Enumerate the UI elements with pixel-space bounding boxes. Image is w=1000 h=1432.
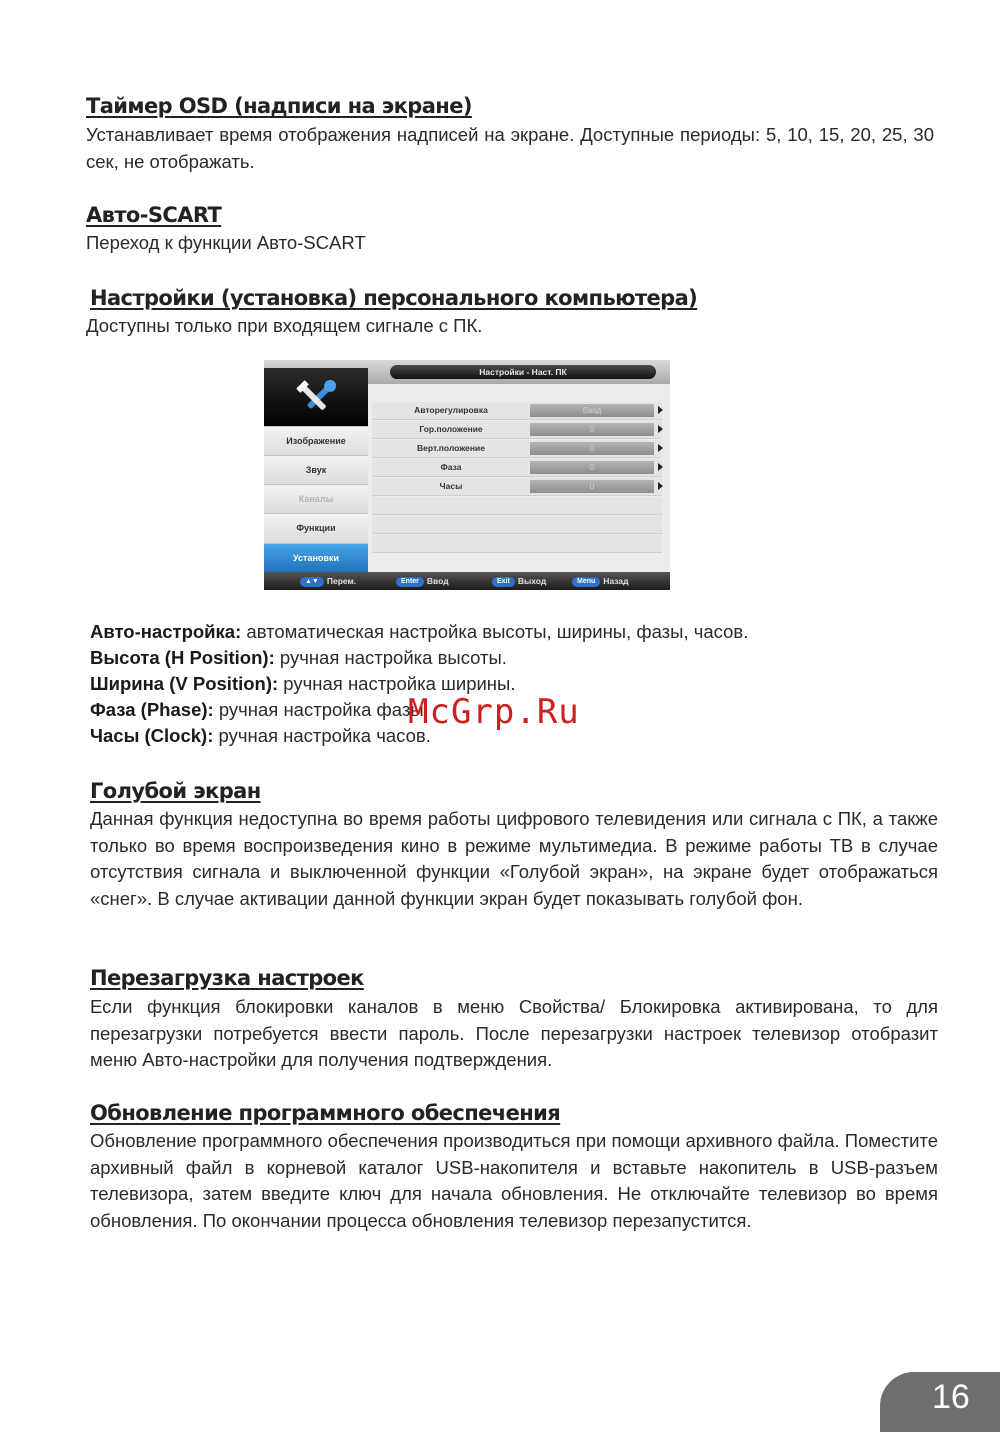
arrow-right-icon [658, 482, 663, 490]
updown-key-icon: ▲▼ [300, 577, 324, 587]
heading-software-update: Обновление программного обеспечения [90, 1101, 561, 1125]
arrow-right-icon [658, 463, 663, 471]
row-value: 0 [530, 461, 654, 474]
row-label: Фаза [440, 462, 462, 472]
arrow-right-icon [658, 406, 663, 414]
row-label: Верт.положение [417, 443, 485, 453]
menu-row-empty [372, 516, 662, 534]
paragraph-software-update: Обновление программного обеспечения производиться при помощи архивного файла. Поместите архивный файл в корневой каталог USB-накопителя и вставьте накопитель в USB-разъем телевизора, затем введите ключ для начала обновления. Не отключайте телевизор во время обновления. По окончании процесса обновления телевизор перезапустится. [90, 1130, 938, 1231]
hint-exit [492, 575, 546, 587]
row-value: 0 [530, 442, 654, 455]
menu-title: Настройки - Наст. ПК [390, 365, 656, 379]
menu-sidebar [264, 368, 368, 572]
heading-auto-scart: Авто-SCART [86, 203, 222, 227]
paragraph-blue-screen: Данная функция недоступна во время работы цифрового телевидения или сигнала с ПК, а также только во время воспроизведения кино в режиме мультимедиа. В режиме работы ТВ в случае отсутствия сигнала и выключенной функции «Голубой экран», на экране будет отображаться «снег». В случае активации данной функции экран будет показывать голубой фон. [90, 808, 938, 909]
row-label: Часы [439, 481, 463, 491]
enter-key-icon: Enter [396, 577, 424, 587]
menu-row-h-position[interactable] [372, 421, 662, 439]
arrow-right-icon [658, 444, 663, 452]
menu-item-sound[interactable]: Звук [264, 455, 368, 485]
menu-key-icon: Menu [572, 577, 600, 587]
definition-desc: ручная настройка высоты. [274, 647, 507, 668]
row-value: 0 [530, 480, 654, 493]
menu-row-auto-adjust[interactable] [372, 402, 662, 420]
definition-auto-tune [90, 619, 748, 645]
definition-term: Ширина (V Position): [90, 673, 279, 694]
arrow-right-icon [658, 425, 663, 433]
definition-desc: ручная настройка ширины. [278, 673, 516, 694]
page-number: 16 [932, 1378, 970, 1416]
menu-hint-bar [264, 572, 670, 590]
heading-reset: Перезагрузка настроек [90, 966, 364, 990]
menu-item-functions[interactable]: Функции [264, 513, 368, 543]
heading-pc-settings: Настройки (установка) персонального компьютера) [90, 286, 698, 310]
definition-clock [90, 723, 431, 749]
definition-desc: ручная настройка часов. [213, 725, 431, 746]
hint-label: Выход [517, 576, 547, 586]
row-label: Гор.положение [419, 424, 483, 434]
menu-row-empty [372, 535, 662, 553]
paragraph-osd-timer: Устанавливает время отображения надписей на экране. Доступные периоды: 5, 10, 15, 20, 25, 30 сек, не отображать. [86, 124, 934, 172]
exit-key-icon: Exit [492, 577, 515, 587]
definition-term: Часы (Clock): [90, 725, 214, 746]
row-value: Ввод [530, 404, 654, 417]
definition-term: Фаза (Phase): [90, 699, 214, 720]
hint-enter [396, 575, 449, 587]
row-value: 0 [530, 423, 654, 436]
hint-label: Ввод [426, 576, 449, 586]
menu-row-empty [372, 497, 662, 515]
definition-term: Авто-настройка: [90, 621, 242, 642]
definition-desc: автоматическая настройка высоты, ширины, фазы, часов. [241, 621, 749, 642]
tv-menu-screenshot [264, 360, 670, 590]
hint-move [300, 575, 356, 587]
hint-label: Перем. [326, 576, 357, 586]
watermark: McGrp.Ru [408, 692, 580, 732]
menu-item-settings[interactable]: Установки [264, 543, 368, 573]
menu-item-image[interactable]: Изображение [264, 426, 368, 456]
definition-h-position [90, 645, 507, 671]
definition-term: Высота (H Position): [90, 647, 275, 668]
definition-phase [90, 697, 429, 723]
menu-row-phase[interactable] [372, 459, 662, 477]
definition-desc: ручная настройка фазы. [213, 699, 429, 720]
paragraph-pc-settings: Доступны только при входящем сигнале с ПК. [86, 315, 483, 336]
hint-label: Назад [603, 576, 629, 586]
paragraph-reset: Если функция блокировки каналов в меню Свойства/ Блокировка активирована, то для перезагрузки потребуется ввести пароль. После перезагрузки настроек телевизор отобразит меню Авто-настройки для получения подтверждения. [90, 996, 938, 1070]
hint-back [572, 575, 629, 587]
paragraph-auto-scart: Переход к функции Авто-SCART [86, 232, 366, 253]
menu-content-panel [368, 384, 670, 572]
row-label: Авторегулировка [414, 405, 488, 415]
heading-osd-timer: Таймер OSD (надписи на экране) [86, 94, 472, 118]
menu-row-v-position[interactable] [372, 440, 662, 458]
tools-icon [264, 368, 368, 426]
heading-blue-screen: Голубой экран [90, 779, 261, 803]
menu-item-channels[interactable]: Каналы [264, 484, 368, 514]
menu-row-clock[interactable] [372, 478, 662, 496]
